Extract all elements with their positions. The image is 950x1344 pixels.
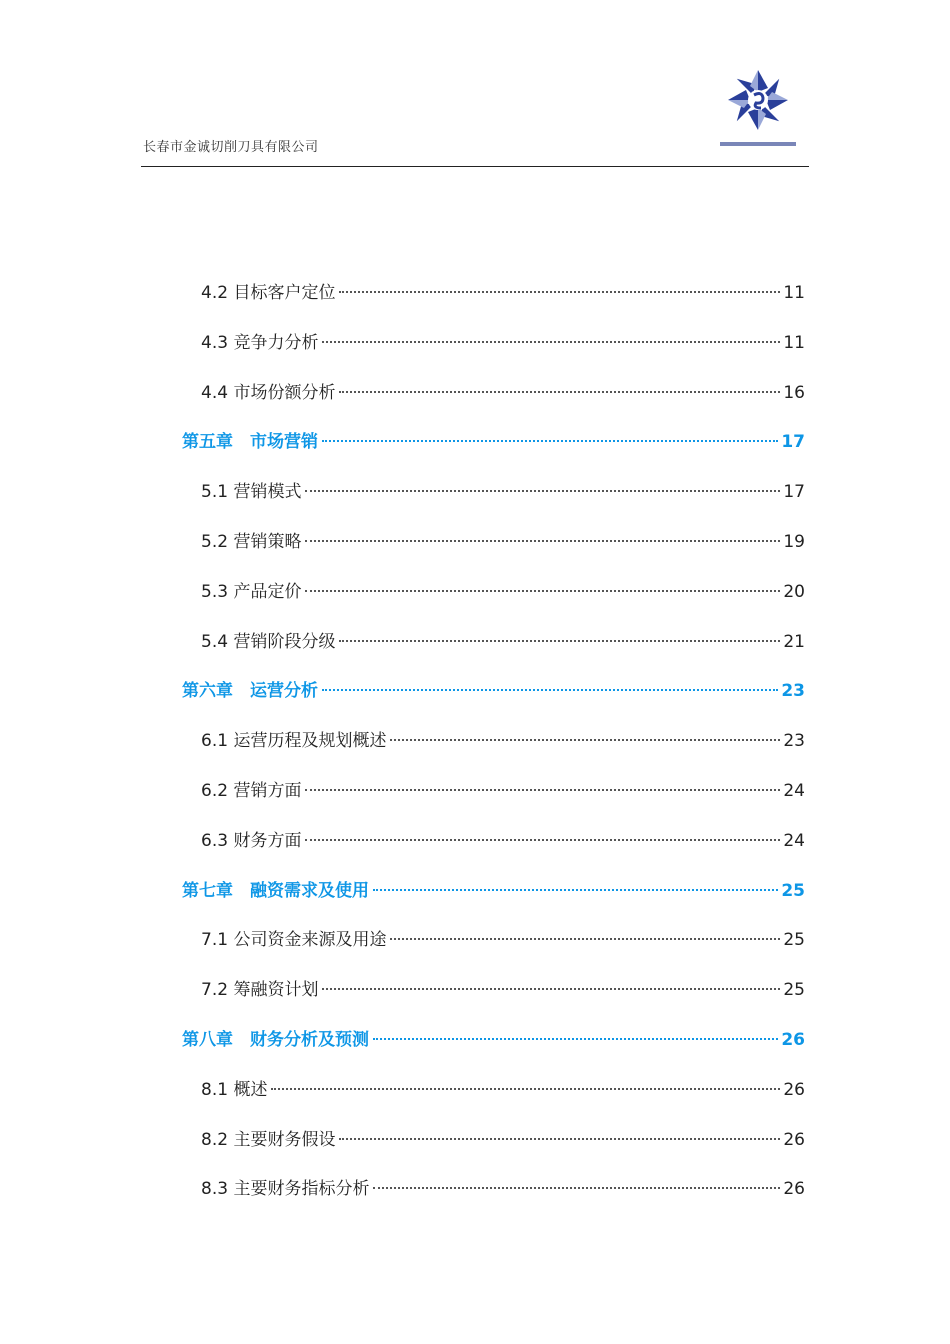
toc-page-number: 11 bbox=[783, 283, 805, 303]
toc-entry-title: 7.2 筹融资计划 bbox=[201, 980, 319, 1001]
toc-page-number: 26 bbox=[783, 1179, 805, 1200]
toc-dot-leader bbox=[322, 341, 780, 343]
toc-page-number: 11 bbox=[783, 332, 805, 353]
toc-entry-title: 8.1 概述 bbox=[201, 1079, 268, 1100]
toc-dot-leader bbox=[305, 540, 780, 542]
toc-dot-leader bbox=[339, 640, 780, 642]
toc-section-entry[interactable] bbox=[201, 1125, 805, 1155]
toc-dot-leader bbox=[390, 938, 780, 940]
toc-page-number: 17 bbox=[783, 482, 805, 503]
toc-page-number: 16 bbox=[783, 382, 805, 403]
toc-section-entry[interactable] bbox=[201, 627, 805, 657]
toc-entry-title: 4.3 竞争力分析 bbox=[201, 332, 319, 353]
toc-entry-title: 8.2 主要财务假设 bbox=[201, 1129, 336, 1150]
toc-page-number: 26 bbox=[781, 1030, 805, 1050]
toc-dot-leader bbox=[390, 739, 780, 741]
toc-entry-title: 第七章 融资需求及使用 bbox=[182, 880, 369, 901]
toc-page-number: 25 bbox=[783, 980, 805, 1001]
toc-page-number: 25 bbox=[781, 880, 805, 901]
toc-page-number: 24 bbox=[783, 830, 805, 851]
toc-section-entry[interactable] bbox=[201, 975, 805, 1005]
header-divider bbox=[141, 166, 809, 167]
toc-section-entry[interactable] bbox=[201, 527, 805, 557]
toc-section-entry[interactable] bbox=[201, 328, 805, 358]
toc-entry-title: 4.4 市场份额分析 bbox=[201, 382, 336, 403]
toc-dot-leader bbox=[322, 440, 778, 442]
toc-entry-title: 4.2 目标客户定位 bbox=[201, 283, 336, 303]
toc-section-entry[interactable] bbox=[201, 925, 805, 955]
toc-section-entry[interactable] bbox=[201, 726, 805, 756]
toc-entry-title: 5.2 营销策略 bbox=[201, 532, 302, 552]
toc-chapter-entry[interactable] bbox=[182, 1025, 805, 1055]
toc-dot-leader bbox=[373, 1187, 780, 1189]
toc-dot-leader bbox=[271, 1088, 780, 1090]
toc-entry-title: 第八章 财务分析及预测 bbox=[182, 1030, 369, 1050]
toc-dot-leader bbox=[305, 839, 780, 841]
toc-dot-leader bbox=[305, 490, 780, 492]
toc-dot-leader bbox=[305, 789, 780, 791]
toc-dot-leader bbox=[373, 1038, 778, 1040]
toc-dot-leader bbox=[322, 689, 778, 691]
toc-entry-title: 5.1 营销模式 bbox=[201, 482, 302, 503]
toc-section-entry[interactable] bbox=[201, 826, 805, 856]
company-logo-icon bbox=[708, 62, 804, 154]
toc-chapter-entry[interactable] bbox=[182, 427, 805, 457]
toc-entry-title: 6.3 财务方面 bbox=[201, 830, 302, 851]
toc-entry-title: 7.1 公司资金来源及用途 bbox=[201, 930, 387, 951]
toc-dot-leader bbox=[339, 291, 780, 293]
toc-page-number: 17 bbox=[781, 432, 805, 453]
toc-page-number: 21 bbox=[783, 631, 805, 652]
toc-section-entry[interactable] bbox=[201, 278, 805, 308]
toc-entry-title: 第六章 运营分析 bbox=[182, 681, 318, 702]
toc-entry-title: 6.2 营销方面 bbox=[201, 781, 302, 801]
toc-page-number: 26 bbox=[783, 1129, 805, 1150]
toc-chapter-entry[interactable] bbox=[182, 876, 805, 906]
toc-page-number: 26 bbox=[783, 1079, 805, 1100]
toc-page-number: 19 bbox=[783, 532, 805, 552]
toc-dot-leader bbox=[322, 988, 780, 990]
toc-section-entry[interactable] bbox=[201, 1075, 805, 1105]
toc-dot-leader bbox=[339, 391, 780, 393]
toc-entry-title: 5.4 营销阶段分级 bbox=[201, 631, 336, 652]
toc-entry-title: 第五章 市场营销 bbox=[182, 432, 318, 453]
toc-dot-leader bbox=[339, 1138, 780, 1140]
toc-dot-leader bbox=[373, 889, 778, 891]
toc-page-number: 23 bbox=[781, 681, 805, 702]
toc-dot-leader bbox=[305, 590, 780, 592]
toc-page-number: 25 bbox=[783, 930, 805, 951]
toc-section-entry[interactable] bbox=[201, 378, 805, 408]
toc-page-number: 20 bbox=[783, 581, 805, 602]
toc-page-number: 23 bbox=[783, 731, 805, 752]
toc-page-number: 24 bbox=[783, 781, 805, 801]
toc-section-entry[interactable] bbox=[201, 776, 805, 806]
toc-entry-title: 8.3 主要财务指标分析 bbox=[201, 1179, 370, 1200]
toc-section-entry[interactable] bbox=[201, 477, 805, 507]
toc-entry-title: 5.3 产品定价 bbox=[201, 581, 302, 602]
toc-section-entry[interactable] bbox=[201, 1174, 805, 1204]
header-company-name: 长春市金诚切削刀具有限公司 bbox=[143, 140, 319, 155]
toc-entry-title: 6.1 运营历程及规划概述 bbox=[201, 731, 387, 752]
toc-chapter-entry[interactable] bbox=[182, 676, 805, 706]
toc-section-entry[interactable] bbox=[201, 577, 805, 607]
